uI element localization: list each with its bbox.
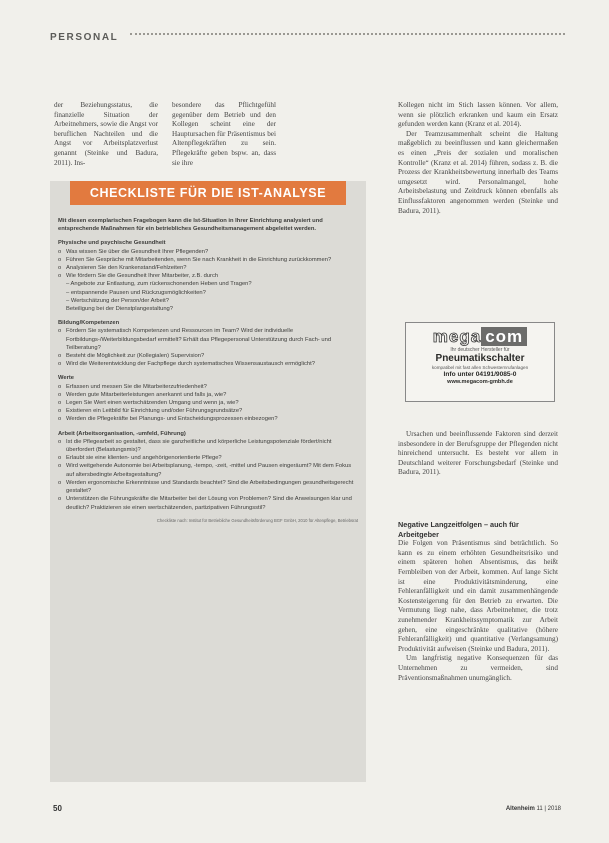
body-text: besondere das Pflichtgefühl gegenüber dem Betrieb und den Kollegen scheint eine der Hauptursachen für Präsentismus bei Altenpflegekräften zu sein. Pflegekräfte geben bspw. an, dass sie ihre — [172, 101, 276, 167]
ad-phone: Info unter 04191/9085-0 — [443, 370, 517, 378]
bullet-icon: o — [58, 408, 62, 415]
checklist-section-heading: Physische und psychische Gesundheit — [58, 240, 166, 247]
checklist-item: o Legen Sie Wert einen wertschätzenden Umgang und wenn ja, wie? — [58, 400, 239, 407]
checklist-item: o Wie fördern Sie die Gesundheit Ihrer Mitarbeiter, z.B. durch — [58, 273, 219, 280]
page-number: 50 — [53, 804, 62, 813]
section-header — [50, 27, 565, 41]
checklist-subitem: – Angebote zur Entlastung, zum rückenschonenden Heben und Tragen? — [66, 281, 252, 288]
checklist-item: o Werden ergonomische Erkenntnisse und Standards beachtet? Sind die Arbeitsbedingungen gesundheitsgerecht gestaltet? — [58, 479, 354, 495]
checklist-body — [50, 205, 366, 523]
body-text: Der Teamzusammenhalt scheint die Haltung maßgeblich zu beeinflussen und kann gleichermaßen es einen „Preis der sozialen und moralischen Kontrolle“ (Kranz et al. 2014) führen, sodass z. B. die Prozess der Krankheitsbewertung innerhalb des Teams umgesetzt wird. Personalmangel, hohe Arbeitsbelastung und Zeitdruck können ebenfalls als Einflussfaktoren angenommen werden (Steinke und Badura, 2011). — [398, 129, 558, 215]
bullet-icon: o — [58, 479, 62, 486]
checklist-section-heading: Werte — [58, 375, 75, 382]
checklist-subitem: – Wertschätzung der Person/der Arbeit? — [66, 297, 170, 304]
checklist-item: o Wird weitgehende Autonomie bei Arbeitsplanung, -tempo, -zeit, -mittel und Pausen eingeräumt? Mit dem Fokus auf altersbedingte Arbeitsgestaltung? — [58, 463, 352, 478]
checklist-item: o Besteht die Möglichkeit zur (Kollegialen) Supervision? — [58, 353, 205, 360]
bullet-icon: o — [58, 438, 62, 445]
bullet-icon: o — [58, 383, 62, 390]
checklist-item: o Führen Sie Gespräche mit Mitarbeitenden, wenn Sie nach Krankheit in die Einrichtung zurückkommen? — [58, 256, 332, 263]
bullet-icon: o — [58, 265, 62, 272]
checklist-item: o Analysieren Sie den Krankenstand/Fehlzeiten? — [58, 265, 187, 272]
checklist-section-heading: Bildung/Kompetenzen — [58, 320, 120, 327]
checklist-item: o Erfassen und messen Sie die Mitarbeiterzufriedenheit? — [58, 383, 207, 390]
bullet-icon: o — [58, 361, 62, 368]
bullet-icon: o — [58, 353, 62, 360]
advertisement — [405, 322, 555, 402]
bullet-icon: o — [58, 463, 62, 470]
body-text: Die Folgen von Präsentismus sind beträchtlich. So kann es zu einem erhöhten Gesundheitsrisiko und einem späteren hohen Absentismus, das heißt Fernbleiben von der Arbeit, kommen. Auf lange Sicht ist eine Produktivitätsminderung, eine Fehleranfälligkeit und ein damit zusammenhängende Kostensteigerung für den Betrieb zu erwarten. Die Vermutung liegt nahe, dass Arbeitnehmer, die trotz zunehmender Krankheitssymptomatik zur Arbeit gehen, eine eingeschränkte qualitative (höhere Fehleranfälligkeit) und quantitative (Verlangsamung) Produktivität aufweisen (Steinke und Badura, 2011). — [398, 539, 558, 653]
body-column-4 — [398, 430, 558, 478]
checklist-box — [50, 181, 366, 782]
bullet-icon: o — [58, 273, 62, 280]
body-column-3 — [398, 101, 558, 216]
bullet-icon: o — [58, 328, 62, 335]
bullet-icon: o — [58, 256, 62, 263]
checklist-item: o Wird die Weiterentwicklung der Fachpflege durch systematisches Wissensaustausch ermöglicht? — [58, 361, 315, 368]
checklist-item: o Fördern Sie systematisch Kompetenzen und Ressourcen im Team? Wird der individuelle Fortbildungs-/Weiterbildungsbedarf ermittelt? Erhält das Pflegepersonal Unterstützung durch Fach- und Teilberatung? — [58, 328, 332, 351]
checklist-title: CHECKLISTE FÜR DIE IST-ANALYSE — [89, 186, 327, 200]
body-column-1 — [54, 101, 158, 168]
checklist-item: o Existieren ein Leitbild für Einrichtung und/oder Führungsgrundsätze? — [58, 408, 243, 415]
checklist-item: o Erlaubt sie eine klienten- und angehörigenorientierte Pflege? — [58, 455, 222, 462]
checklist-subitem: – entspannende Pausen und Rückzugsmöglichkeiten? — [66, 289, 206, 296]
bullet-icon: o — [58, 455, 62, 462]
checklist-item: o Unterstützen die Führungskräfte die Mitarbeiter bei der Lösung von Problemen? Sind die Anweisungen klar und deutlich? Praktizieren sie einen wertschätzenden, partizipativen Führungsstil? — [58, 496, 352, 511]
checklist-section-heading: Arbeit (Arbeitsorganisation, -umfeld, Führung) — [58, 430, 186, 437]
ad-text: kompatibel mit fast allen Schwesternrufanlagen — [431, 365, 529, 370]
bullet-icon: o — [58, 416, 62, 423]
checklist-item: o Ist die Pflegearbeit so gestaltet, dass sie ganzheitliche und körperliche Leistungspotenziale fördert/nicht überfordert (Belastungsmix)? — [58, 438, 332, 454]
body-text: der Beziehungsstatus, die finanzielle Situation der Arbeitnehmers, sowie die Angst vor beruflichen Nachteilen und die Angst vor Arbeitsplatzverlust genannt (Steinke und Badura, 2011). Ins- — [54, 101, 158, 167]
magazine-footer: Altenheim 11 | 2018 — [505, 806, 561, 812]
ad-url: www.megacom-gmbh.de — [447, 378, 513, 385]
body-column-2 — [172, 101, 276, 168]
bullet-icon: o — [58, 496, 62, 503]
body-column-5 — [398, 520, 558, 683]
checklist-subitem: Beteiligung bei der Dienstplangestaltung? — [66, 306, 173, 313]
checklist-item: o Werden gute Mitarbeiterleistungen anerkannt und falls ja, wie? — [58, 391, 227, 398]
checklist-title-bar — [70, 181, 346, 205]
bullet-icon: o — [58, 400, 62, 407]
bullet-icon: o — [58, 391, 62, 398]
ad-text: Ihr deutscher Hersteller für — [450, 347, 510, 353]
checklist-source: Checkliste nach: Institut für Betriebliche Gesundheitsförderung BGF GmbH, 2010 für Altenpflege, Betriebsrat — [156, 517, 358, 523]
bullet-icon: o — [58, 248, 62, 255]
section-title: PERSONAL — [50, 32, 119, 43]
subheading: Negative Langzeitfolgen – auch für Arbeitgeber — [398, 520, 519, 539]
checklist-intro: Mit diesen exemplarischen Fragebogen kann die Ist-Situation in Ihrer Einrichtung analysiert und entsprechende Maßnahmen für ein betriebliches Gesundheitsmanagement abgeleitet werden. — [58, 218, 323, 233]
checklist-item: o Was wissen Sie über die Gesundheit Ihrer Pflegenden? — [58, 248, 209, 255]
body-text: Ursachen und beeinflussende Faktoren sind derzeit insbesondere in der Berufsgruppe der Pflegenden nicht hinreichend untersucht. Es besteht vor allem in Deutschland weiterer Forschungsbedarf (Steinke und Badura, 2011). — [398, 430, 558, 477]
header-dotted-rule — [130, 33, 565, 35]
body-text: Um langfristig negative Konsequenzen für das Unternehmen zu vermeiden, sind Präventionsmaßnahmen unumgänglich. — [398, 654, 558, 682]
checklist-item: o Werden die Pflegekräfte bei Planungs- und Entscheidungsprozessen einbezogen? — [58, 416, 278, 423]
advertiser-logo: mega com — [406, 327, 554, 347]
ad-headline: Pneumatikschalter — [435, 353, 525, 364]
body-text: Kollegen nicht im Stich lassen können. Vor allem, wenn sie plötzlich erkranken und kaum ein Ersatz gefunden werden kann (Kranz et al. 2014). — [398, 101, 558, 129]
